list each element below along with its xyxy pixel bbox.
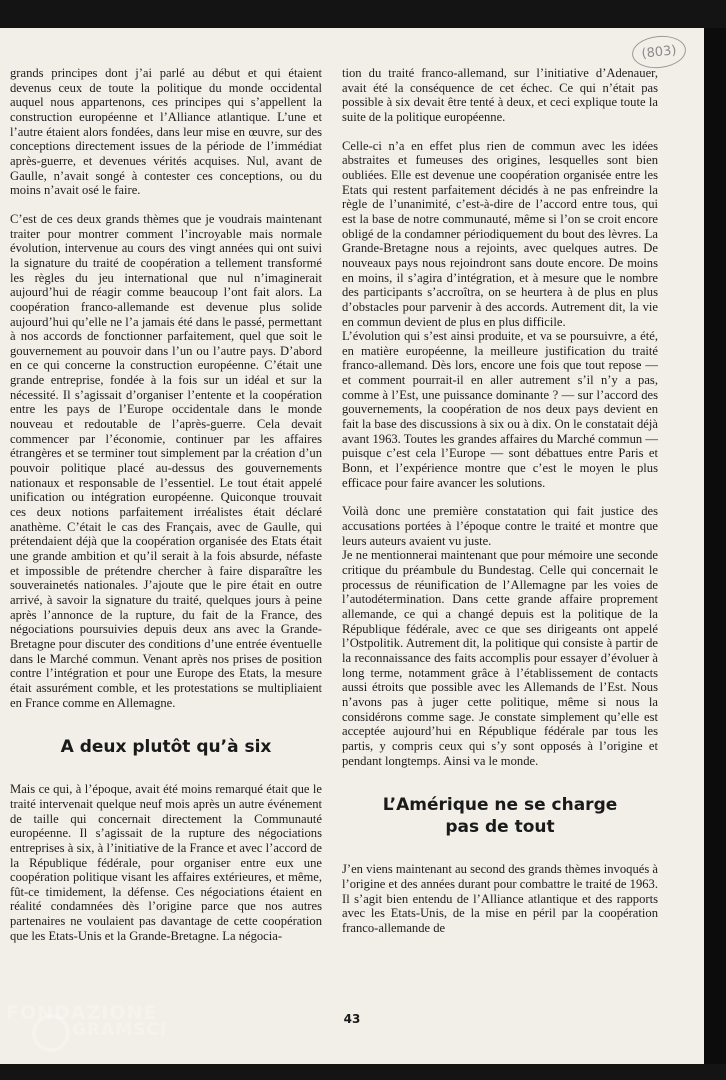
left-column <box>10 66 322 943</box>
section-heading-a-deux <box>10 736 322 758</box>
page-binding-edge <box>704 28 726 1064</box>
section-heading-amerique <box>342 794 658 838</box>
right-column <box>342 66 658 935</box>
left-paragraph-3: Mais ce qui, à l’époque, avait été moins remarqué était que le traité intervenait quelque neuf mois après un autre événement de taille qui concernait directement la Communauté européenne. Il s’agissait de la rupture des négociations entreprises à six, à l’initiative de la France et avec l’accord de la République fédérale, pour organiser entre eux une coopération politique visant les affaires extérieures, et même, fût-ce timidement, la défense. Ces négociations étaient en réalité condamnées dès l’origine parce que nos autres partenaires ne voulaient pas davantage de cette coopération que les Etats-Unis et la Grande-Bretagne. La négocia- <box>10 782 322 943</box>
section-heading-line: A deux plutôt qu’à six <box>60 737 272 758</box>
section-heading-line-1: L’Amérique ne se charge <box>382 795 618 816</box>
watermark-line-1: FONDAZIONE <box>6 1002 158 1024</box>
left-paragraph-1: grands principes dont j’ai parlé au début et qui étaient devenus ceux de toute la politique du monde occidental auquel nous appartenons, ces principes qui s’appellent la construction européenne et l’Alliance atlantique. L’une et l’autre étaient alors fondées, dans leur mise en œuvre, sur des conceptions directement issues de la période de l’immédiat après-guerre, et devenues vérités acquises. Nul, avant de Gaulle, n’avait songé à contester ces conceptions, ou du moins n’avait osé le faire. <box>10 66 322 198</box>
right-paragraph-3: L’évolution qui s’est ainsi produite, et va se poursuivre, a été, en matière européenne, la meilleure justification du traité franco-allemand. Dès lors, encore une fois que tout repose — et comment pourrait-il en aller autrement s’il n’y a pas, comme à l’Est, une puissance dominante ? — sur l’accord des gouvernements, la coopération de nos deux pays devient en fait la base des discussions à six ou à dix. On le constatait déjà avant 1963. Toutes les grandes affaires du Marché commun — puisque c’est cela l’Europe — sont débattues entre Paris et Bonn, et l’expérience montre que c’est le moyen le plus efficace pour faire avancer les solutions. <box>342 329 658 490</box>
magazine-page <box>0 28 704 1064</box>
archive-watermark <box>6 1002 196 1062</box>
page-number: 43 <box>343 1012 361 1026</box>
right-paragraph-4: Voilà donc une première constatation qui fait justice des accusations portées à l’époque contre le traité et montre que leurs auteurs avaient vu juste. <box>342 504 658 548</box>
section-heading-line-2: pas de tout <box>445 817 555 838</box>
right-paragraph-2: Celle-ci n’a en effet plus rien de commun avec les idées abstraites et fumeuses des origines, lesquelles sont bien oubliées. Elle est devenue une coopération organisée entre les Etats qui restent parfaitement décidés à ne pas enfreindre la règle de l’unanimité, c’est-à-dire de l’accord entre tous, qui est la base de notre communauté, même si l’on se croit encore obligé de la condamner périodiquement du bout des lèvres. La Grande-Bretagne nous a rejoints, avec quelques autres. De nouveaux pays nous rejoindront sans doute encore. De moins en moins, il s’agira d’intégration, et à mesure que le nombre des participants s’accroîtra, on se heurtera à de plus en plus d’obstacles pour parvenir à des accords. Autrement dit, la vie en commun devient de plus en plus difficile. <box>342 138 658 329</box>
watermark-line-2: GRAMSCI <box>72 1020 168 1040</box>
right-paragraph-1: tion du traité franco-allemand, sur l’initiative d’Adenauer, avait été la conséquence de cet échec. Ce qui n’était pas possible à six devait être tenté à deux, et ceci explique toute la suite de la politique européenne. <box>342 66 658 124</box>
right-paragraph-5: Je ne mentionnerai maintenant que pour mémoire une seconde critique du préambule du Bundestag. Celle qui concernait le processus de réunification de l’Allemagne par les voies de l’autodétermination. Dans cette grande affaire proprement allemande, ce qui a changé depuis est la politique de la République fédérale, avec ce que ses dirigeants ont appelé l’Ostpolitik. Autrement dit, la politique qui consiste à partir de la reconnaissance des faits accomplis pour essayer d’évoluer à long terme, notamment grâce à l’établissement de contacts aussi étroits que possible avec les Allemands de l’Est. Nous n’avons pas à juger cette politique, même si nous la considérons comme sage. Je constate simplement qu’elle est acceptée aujourd’hui en République fédérale par tous les partis, y compris ceux qui s’y sont opposés à l’origine et pendant longtemps. Ainsi va le monde. <box>342 548 658 768</box>
right-paragraph-6: J’en viens maintenant au second des grands thèmes invoqués à l’origine et des années durant pour combattre le traité de 1963. Il s’agit bien entendu de l’Alliance atlantique et des rapports avec les Etats-Unis, de la mise en péril par la coopération franco-allemande de <box>342 862 658 935</box>
left-paragraph-2: C’est de ces deux grands thèmes que je voudrais maintenant traiter pour montrer comment l’incroyable mais normale évolution, intervenue au cours des vingt années qui ont suivi la signature du traité de coopération a tellement transformé les règles du jeu international que nul n’imaginerait aujourd’hui de réagir comme beaucoup l’ont fait alors. La coopération franco-allemande est devenue plus solide aujourd’hui qu’elle ne l’a jamais été dans le passé, permettant à nos accords de fonctionner parfaitement, quel que soit le gouvernement au pouvoir dans l’un ou l’autre pays. D’abord en ce qui concerne la construction européenne. C’était une grande entreprise, fondée à la fois sur un idéal et sur la nécessité. Il s’agissait d’organiser l’entente et la coopération entre les pays de l’Europe occidentale dans le monde nouveau et redoutable de l’après-guerre. Cela devait commencer par l’économie, continuer par les affaires étrangères et se terminer tout simplement par la création d’un pouvoir politique placé au-dessus des gouvernements nationaux et responsable de l’essentiel. Le tout était appelé unification ou intégration européenne. Quiconque trouvait ces deux notions parfaitement irréalistes était déclaré anathème. C’était le cas des Français, avec de Gaulle, qui prétendaient déjà que la coopération organisée des Etats était une grande ambition et qu’il serait à la fois absurde, néfaste et impossible de prétendre chercher à faire disparaître les souverainetés nationales. J’ajoute que le pire était en outre arrivé, à savoir la signature du traité, quelques jours à peine après l’annonce de la rupture, du fait de la France, des négociations poursuivies depuis deux ans avec la Grande-Bretagne pour discuter des conditions d’une entrée éventuelle dans le Marché commun. Venant après nos prises de position contre l’intégration et pour une Europe des Etats, la mesure était assurément comble, et les protestations se multipliaient en France comme en Allemagne. <box>10 211 322 710</box>
archive-mark: (803) <box>640 42 678 62</box>
